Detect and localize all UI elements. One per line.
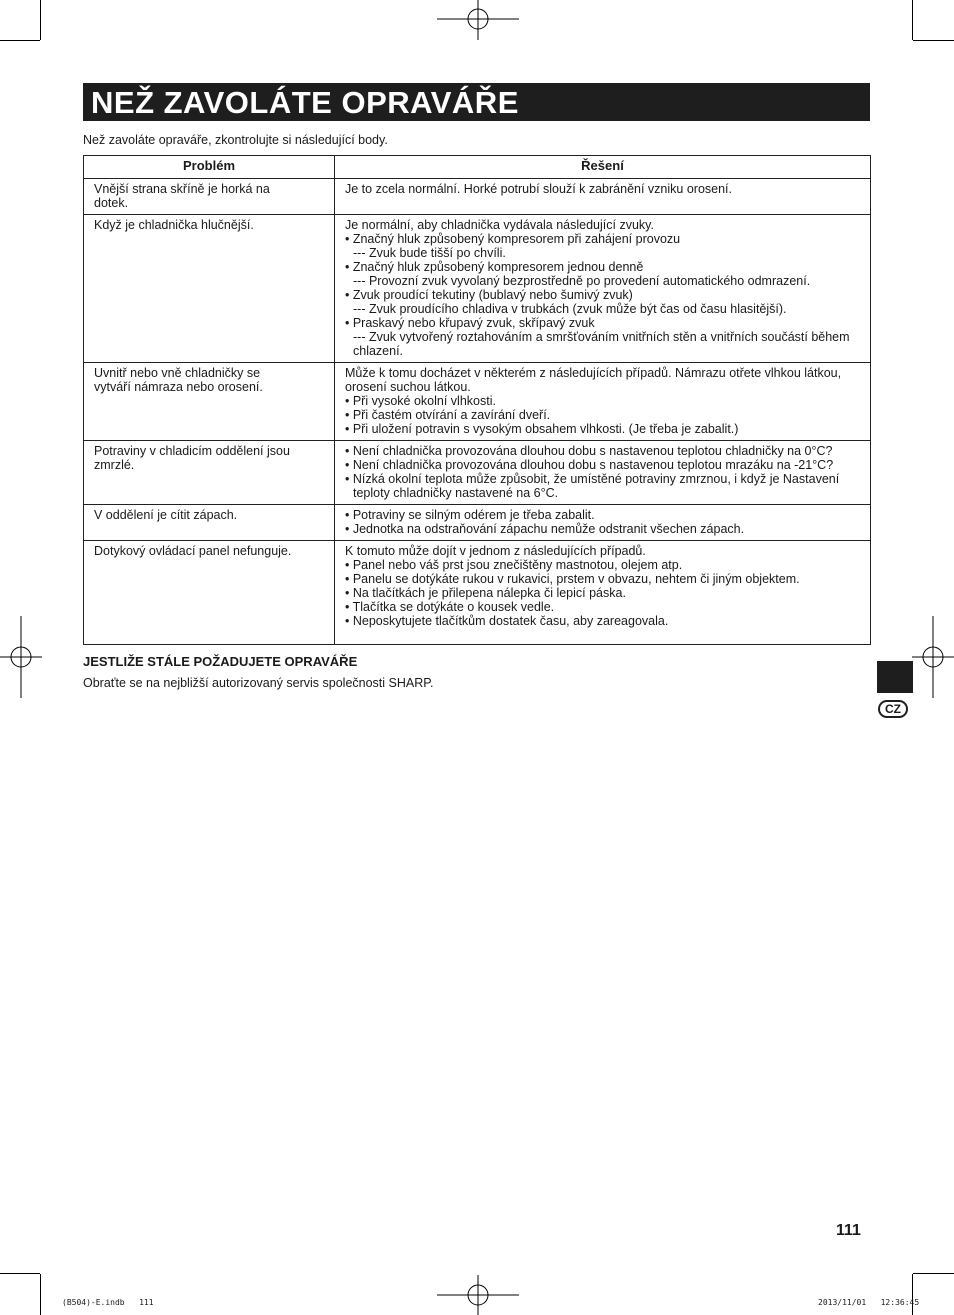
solution-text: • Při uložení potravin s vysokým obsahem vlhkosti. (Je třeba je zabalit.) xyxy=(345,422,739,436)
intro-text: Než zavoláte opraváře, zkontrolujte si následující body. xyxy=(83,133,388,147)
solution-text: • Není chladnička provozována dlouhou dobu s nastavenou teplotou mrazáku na -21°C? xyxy=(345,458,834,472)
crop-mark xyxy=(0,1273,40,1274)
solution-subtext: teploty chladničky nastavené na 6°C. xyxy=(353,486,559,500)
table-row xyxy=(84,179,871,215)
crop-mark xyxy=(913,40,954,41)
problem-cell xyxy=(84,179,335,215)
problem-text: zmrzlé. xyxy=(94,458,135,472)
table-row xyxy=(84,215,871,363)
solution-text: • Značný hluk způsobený kompresorem jednou denně xyxy=(345,260,644,274)
problem-text: vytváří námraza nebo orosení. xyxy=(94,380,263,394)
print-slug-left: (B504)-E.indb 111 xyxy=(62,1298,154,1307)
solution-text: • Při častém otvírání a zavírání dveří. xyxy=(345,408,551,422)
registration-mark-icon xyxy=(437,0,519,40)
solution-cell xyxy=(335,363,871,441)
table-row xyxy=(84,505,871,541)
solution-text: Je to zcela normální. Horké potrubí slouží k zabránění vzniku orosení. xyxy=(345,182,732,196)
problem-text: Vnější strana skříně je horká na xyxy=(94,182,270,196)
table-row xyxy=(84,541,871,645)
title-bar xyxy=(83,83,870,121)
contact-text: Obraťte se na nejbližší autorizovaný servis společnosti SHARP. xyxy=(83,676,434,690)
table-row xyxy=(84,363,871,441)
solution-subtext: --- Zvuk proudícího chladiva v trubkách (zvuk může být čas od času hlasitější). xyxy=(353,302,787,316)
solution-text: • Panel nebo váš prst jsou znečištěny mastnotou, olejem atp. xyxy=(345,558,683,572)
crop-mark xyxy=(912,1274,913,1315)
solution-text: • Potraviny se silným odérem je třeba zabalit. xyxy=(345,508,595,522)
problem-text: Uvnitř nebo vně chladničky se xyxy=(94,366,261,380)
page-number: 111 xyxy=(836,1222,861,1239)
solution-subtext: --- Provozní zvuk vyvolaný bezprostředně po provedení automatického odmrazení. xyxy=(353,274,811,288)
solution-text: • Na tlačítkách je přilepena nálepka či lepicí páska. xyxy=(345,586,626,600)
problem-cell xyxy=(84,505,335,541)
solution-cell xyxy=(335,441,871,505)
solution-cell xyxy=(335,505,871,541)
crop-mark xyxy=(913,1273,954,1274)
solution-text: Je normální, aby chladnička vydávala následující zvuky. xyxy=(345,218,654,232)
solution-text: • Praskavý nebo křupavý zvuk, skřípavý zvuk xyxy=(345,316,595,330)
solution-subtext: chlazení. xyxy=(353,344,404,358)
registration-mark-icon xyxy=(0,616,42,698)
solution-text: • Při vysoké okolní vlhkosti. xyxy=(345,394,496,408)
solution-subtext: --- Zvuk vytvořený roztahováním a smršťováním vnitřních stěn a vnitřních součástí během xyxy=(353,330,850,344)
solution-text: • Panelu se dotýkáte rukou v rukavici, prstem v obvazu, nehtem či jiným objektem. xyxy=(345,572,800,586)
solution-text: K tomuto může dojít v jednom z následujících případů. xyxy=(345,544,646,558)
solution-text: • Nízká okolní teplota může způsobit, že umístěné potraviny zmrznou, i když je Nastavení xyxy=(345,472,840,486)
problem-cell xyxy=(84,541,335,645)
solution-cell xyxy=(335,541,871,645)
language-badge: CZ xyxy=(878,700,908,718)
solution-text: • Jednotka na odstraňování zápachu nemůže odstranit všechen zápach. xyxy=(345,522,745,536)
contact-heading: JESTLIŽE STÁLE POŽADUJETE OPRAVÁŘE xyxy=(83,654,358,669)
solution-text: • Neposkytujete tlačítkům dostatek času, aby zareagovala. xyxy=(345,614,669,628)
section-tab xyxy=(877,661,913,693)
problem-text: dotek. xyxy=(94,196,129,210)
crop-mark xyxy=(912,0,913,40)
problem-cell xyxy=(84,215,335,363)
problem-cell xyxy=(84,441,335,505)
header-problem: Problém xyxy=(84,156,335,179)
registration-mark-icon xyxy=(437,1275,519,1315)
crop-mark xyxy=(40,0,41,40)
problem-cell xyxy=(84,363,335,441)
crop-mark xyxy=(0,40,40,41)
solution-text: • Tlačítka se dotýkáte o kousek vedle. xyxy=(345,600,555,614)
solution-cell xyxy=(335,215,871,363)
solution-subtext: --- Zvuk bude tišší po chvíli. xyxy=(353,246,506,260)
solution-text: • Není chladnička provozována dlouhou dobu s nastavenou teplotou chladničky na 0°C? xyxy=(345,444,833,458)
solution-text: • Značný hluk způsobený kompresorem při zahájení provozu xyxy=(345,232,681,246)
registration-mark-icon xyxy=(912,616,954,698)
troubleshooting-table xyxy=(83,155,871,645)
table-body xyxy=(84,179,871,645)
problem-text: Když je chladnička hlučnější. xyxy=(94,218,254,232)
solution-text: • Zvuk proudící tekutiny (bublavý nebo šumivý zvuk) xyxy=(345,288,633,302)
problem-text: Dotykový ovládací panel nefunguje. xyxy=(94,544,292,558)
problem-text: V oddělení je cítit zápach. xyxy=(94,508,238,522)
crop-mark xyxy=(40,1274,41,1315)
table-header-row xyxy=(84,156,871,179)
problem-text: Potraviny v chladicím oddělení jsou xyxy=(94,444,290,458)
solution-cell xyxy=(335,179,871,215)
page-title: NEŽ ZAVOLÁTE OPRAVÁŘE xyxy=(91,85,519,120)
table-row xyxy=(84,441,871,505)
solution-text: orosení suchou látkou. xyxy=(345,380,471,394)
header-solution: Řešení xyxy=(335,156,871,179)
solution-text: Může k tomu docházet v některém z následujících případů. Námrazu otřete vlhkou látkou, xyxy=(345,366,842,380)
print-slug-right: 2013/11/01 12:36:45 xyxy=(818,1298,920,1307)
